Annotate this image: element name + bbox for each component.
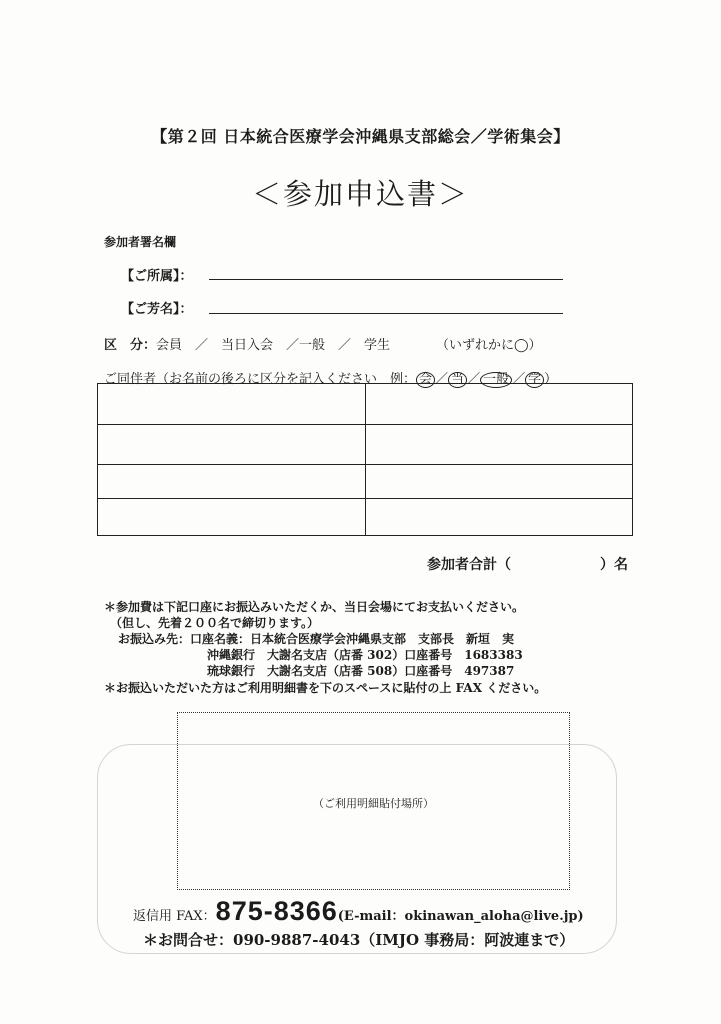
slip-area-label: （ご利用明細貼付場所） xyxy=(313,797,434,810)
fax-number: 875-8366 xyxy=(215,896,338,926)
fax-instruction: ＊お振込いただいた方はご利用明細書を下のスペースに貼付の上 FAX ください。 xyxy=(104,681,547,695)
example-member: 会 xyxy=(416,372,435,388)
companions-row: ご同伴者（お名前の後ろに区分を記入ください 例： 会 ／ 当 ／ 一般 ／ 学 ） xyxy=(104,372,558,387)
example-student: 学 xyxy=(525,372,544,388)
total-field[interactable] xyxy=(522,571,600,572)
total-unit: ）名 xyxy=(600,557,628,573)
table-row xyxy=(98,498,632,499)
example-same-day: 当 xyxy=(448,372,467,388)
email: (E-mail：okinawan_aloha@live.jp) xyxy=(337,909,584,924)
companions-label: ご同伴者（お名前の後ろに区分を記入ください 例： xyxy=(104,372,417,387)
total-label: 参加者合計（ xyxy=(427,557,511,573)
event-title: 【第２回 日本統合医療学会沖縄県支部総会／学術集会】 xyxy=(151,127,570,146)
form-title: ＜参加申込書＞ xyxy=(251,177,469,211)
slip-paste-area xyxy=(177,712,570,890)
inquiry-line: ＊お問合せ：090-9887-4043（IMJO 事務局：阿波連まで） xyxy=(143,931,575,949)
table-row xyxy=(98,464,632,465)
category-label: 区 分： xyxy=(104,338,157,353)
bank-okinawa: 沖縄銀行 大謝名支店（店番 302）口座番号 1683383 xyxy=(207,648,523,662)
bank-ryukyu: 琉球銀行 大謝名支店（店番 508）口座番号 497387 xyxy=(207,664,515,678)
fax-label: 返信用 FAX： xyxy=(133,909,216,924)
name-label: 【ご芳名】： xyxy=(121,302,193,317)
account-holder: お振込み先：口座名義：日本統合医療学会沖縄県支部 支部長 新垣 実 xyxy=(118,632,515,646)
fax-line xyxy=(133,896,584,927)
example-general: 一般 xyxy=(480,372,512,388)
affiliation-label: 【ご所属】： xyxy=(121,269,193,284)
category-row xyxy=(104,334,390,353)
deadline-note: （但し、先着２００名で締切ります。） xyxy=(110,616,320,630)
category-instruction: （いずれかに◯） xyxy=(436,338,542,353)
table-row xyxy=(98,424,632,425)
table-column-divider xyxy=(365,384,366,535)
companions-table[interactable] xyxy=(97,383,633,536)
name-field[interactable] xyxy=(209,313,563,314)
payment-note: ＊参加費は下記口座にお振込みいただくか、当日会場にてお支払いください。 xyxy=(104,600,525,614)
affiliation-field[interactable] xyxy=(209,279,563,280)
category-options[interactable]: 会員 ／ 当日入会 ／一般 ／ 学生 xyxy=(156,338,391,353)
signature-section-label: 参加者署名欄 xyxy=(104,235,177,249)
